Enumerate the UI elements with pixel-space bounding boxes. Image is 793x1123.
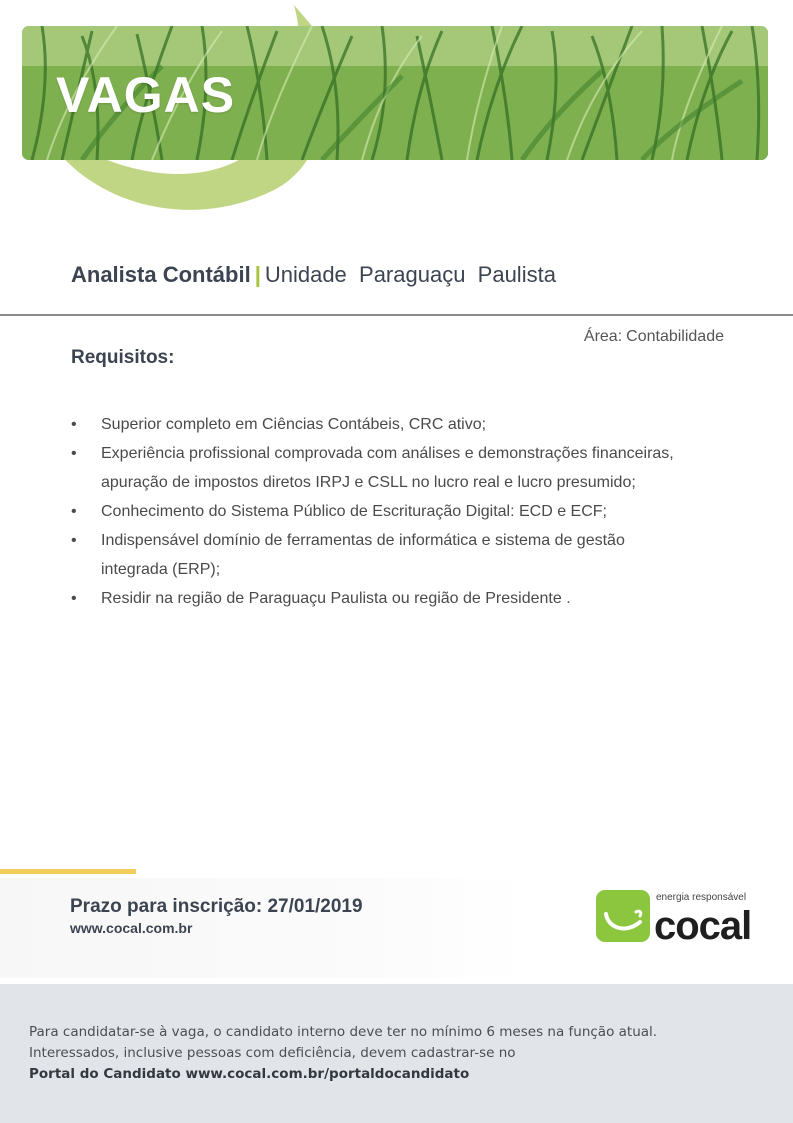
- requirement-item: • Superior completo em Ciências Contábeis, CRC ativo;: [71, 410, 691, 439]
- bullet-icon: •: [71, 503, 77, 520]
- area-value: Contabilidade: [626, 328, 724, 345]
- area-label: Área:: [583, 328, 623, 345]
- logo-wordmark: cocal: [654, 904, 752, 948]
- section-divider: [0, 314, 793, 316]
- job-role: Analista Contábil: [71, 262, 251, 287]
- title-separator: |: [254, 262, 261, 287]
- logo-mark-icon: [596, 890, 650, 942]
- job-area: [584, 328, 724, 346]
- application-deadline: Prazo para inscrição: 27/01/2019: [70, 896, 363, 917]
- requirement-item: • Indispensável domínio de ferramentas de informática e sistema de gestão integrada (ERP);: [71, 526, 691, 584]
- smile-icon: [596, 890, 650, 942]
- website-link[interactable]: www.cocal.com.br: [70, 920, 193, 936]
- bullet-icon: •: [71, 532, 77, 549]
- banner-grass-image: [22, 26, 768, 160]
- notice-portal-link[interactable]: Portal do Candidato www.cocal.com.br/portaldocandidato: [29, 1066, 470, 1082]
- requirement-item: • Residir na região de Paraguaçu Paulista ou região de Presidente .: [71, 584, 691, 613]
- footer-accent-bar: [0, 869, 136, 874]
- requirement-item: • Conhecimento do Sistema Público de Escrituração Digital: ECD e ECF;: [71, 497, 691, 526]
- notice-line-2: Interessados, inclusive pessoas com deficiência, devem cadastrar-se no: [29, 1045, 516, 1061]
- candidate-notice: [0, 984, 793, 1123]
- bullet-icon: •: [71, 590, 77, 607]
- requirements-heading: Requisitos:: [71, 347, 175, 368]
- job-unit: Unidade Paraguaçu Paulista: [264, 262, 556, 287]
- bullet-icon: •: [71, 416, 77, 433]
- header-banner: [0, 0, 793, 230]
- logo-tagline: energia responsável: [656, 892, 747, 903]
- notice-line-1: Para candidatar-se à vaga, o candidato interno deve ter no mínimo 6 meses na função atual.: [29, 1024, 658, 1040]
- banner-title: VAGAS: [56, 67, 236, 123]
- job-title: [71, 262, 556, 288]
- requirements-list: [71, 410, 691, 613]
- requirement-item: • Experiência profissional comprovada com análises e demonstrações financeiras, apuração de impostos diretos IRPJ e CSLL no lucro real e lucro presumido;: [71, 439, 691, 497]
- cocal-logo: [596, 890, 766, 946]
- bullet-icon: •: [71, 445, 77, 462]
